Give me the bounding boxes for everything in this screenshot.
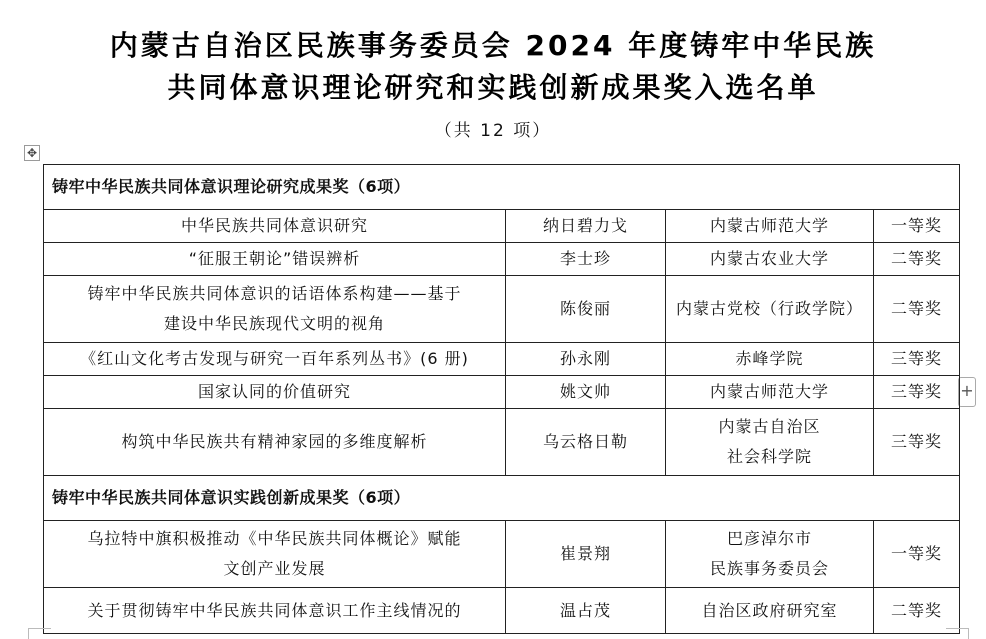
organization: 内蒙古党校（行政学院）	[666, 276, 874, 343]
organization: 自治区政府研究室	[666, 588, 874, 634]
page-corner-mark	[946, 628, 969, 639]
document-title-line-1: 内蒙古自治区民族事务委员会 2024 年度铸牢中华民族	[109, 29, 877, 62]
prize-level: 三等奖	[874, 376, 960, 409]
add-row-plus-icon[interactable]: +	[958, 377, 976, 407]
author-name: 李士珍	[506, 243, 666, 276]
organization: 内蒙古师范大学	[666, 210, 874, 243]
table-move-handle-icon[interactable]: ✥	[24, 145, 40, 161]
author-name: 姚文帅	[506, 376, 666, 409]
table-row	[44, 376, 960, 409]
prize-level: 二等奖	[874, 243, 960, 276]
author-name: 温占茂	[506, 588, 666, 634]
achievement-title: 乌拉特中旗积极推动《中华民族共同体概论》赋能 文创产业发展	[44, 521, 506, 588]
table-row	[44, 588, 960, 634]
author-name: 乌云格日勒	[506, 409, 666, 476]
section-row	[44, 476, 960, 521]
item-count: （共 12 项）	[434, 121, 552, 141]
page-corner-mark	[28, 628, 51, 639]
achievement-title: 《红山文化考古发现与研究一百年系列丛书》(6 册)	[44, 343, 506, 376]
organization: 内蒙古师范大学	[666, 376, 874, 409]
organization: 内蒙古农业大学	[666, 243, 874, 276]
author-name: 崔景翔	[506, 521, 666, 588]
prize-level: 一等奖	[874, 521, 960, 588]
author-name: 陈俊丽	[506, 276, 666, 343]
prize-level: 三等奖	[874, 343, 960, 376]
table-row	[44, 521, 960, 588]
achievement-title: 国家认同的价值研究	[44, 376, 506, 409]
organization: 赤峰学院	[666, 343, 874, 376]
document-title-line-2: 共同体意识理论研究和实践创新成果奖入选名单	[167, 71, 819, 104]
section-heading: 铸牢中华民族共同体意识实践创新成果奖（6项）	[44, 476, 960, 521]
prize-level: 三等奖	[874, 409, 960, 476]
organization: 巴彦淖尔市 民族事务委员会	[666, 521, 874, 588]
achievement-title: 中华民族共同体意识研究	[44, 210, 506, 243]
achievement-title: “征服王朝论”错误辨析	[44, 243, 506, 276]
table-row	[44, 409, 960, 476]
table-row	[44, 343, 960, 376]
prize-level: 二等奖	[874, 276, 960, 343]
achievement-title: 构筑中华民族共有精神家园的多维度解析	[44, 409, 506, 476]
section-row	[44, 165, 960, 210]
section-heading: 铸牢中华民族共同体意识理论研究成果奖（6项）	[44, 165, 960, 210]
achievement-title: 铸牢中华民族共同体意识的话语体系构建——基于 建设中华民族现代文明的视角	[44, 276, 506, 343]
awards-table	[43, 164, 960, 634]
table-row	[44, 276, 960, 343]
author-name: 孙永刚	[506, 343, 666, 376]
table-row	[44, 243, 960, 276]
table-row	[44, 210, 960, 243]
prize-level: 二等奖	[874, 588, 960, 634]
prize-level: 一等奖	[874, 210, 960, 243]
achievement-title: 关于贯彻铸牢中华民族共同体意识工作主线情况的	[44, 588, 506, 634]
author-name: 纳日碧力戈	[506, 210, 666, 243]
organization: 内蒙古自治区 社会科学院	[666, 409, 874, 476]
